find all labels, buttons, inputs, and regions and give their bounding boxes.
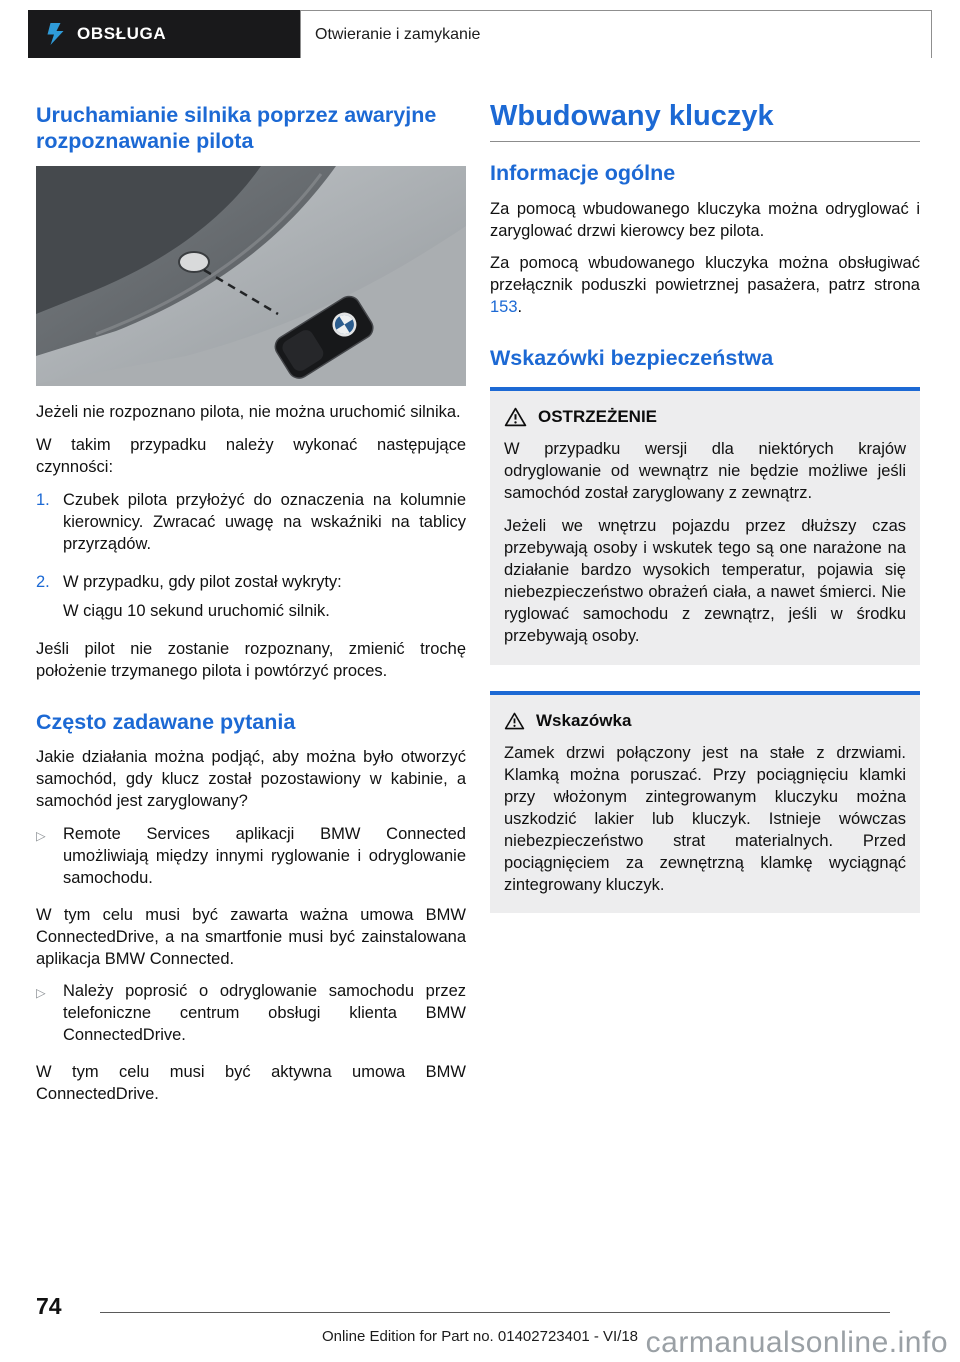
note-para: Zamek drzwi połączony jest na stałe z drzwiami. Klamką można poruszać. Przy pociągnięciu klamki przy włożonym zintegrowanym kluczyku można uszkodzić lakier lub kluczyk. Istnieje wówczas niebezpieczeństwo strat materialnych. Przed pociągnięciem za zewnętrzną klamkę wyciągnąć zintegrowany kluczyk. (504, 743, 906, 894)
warning-title-row (504, 407, 906, 427)
note-box (490, 691, 920, 914)
page-header (0, 0, 960, 58)
note-title-row (504, 711, 906, 731)
list-item (36, 490, 466, 563)
heading-divider (490, 141, 920, 142)
page-footer (0, 1276, 960, 1362)
para-retry: Jeśli pilot nie zostanie rozpoznany, zmienić trochę położenie trzymanego pilota i powtórzyć proces. (36, 639, 466, 680)
page-number: 74 (36, 1293, 62, 1319)
warning-para: Jeżeli we wnętrzu pojazdu przez dłuższy czas przebywają osoby i wskutek tego są one narażone na działanie bardzo wysokich temperatur, pojawia się niebezpieczeństwo obrażeń ciała, a nawet śmierci. Nie ryglować samochodu z zewnątrz, jeśli w środku przebywają osoby. (504, 517, 906, 645)
warning-triangle-icon (504, 407, 527, 427)
heading-safety-notes: Wskazówki bezpieczeństwa (490, 346, 774, 371)
bullet-list (36, 824, 466, 1106)
bullet-text: Remote Services aplikacji BMW Connected umożliwiają między innymi ryglowanie i odryglowanie samochodu. (63, 824, 466, 887)
list-number: 2. (36, 573, 50, 592)
page-link-153[interactable]: 153 (490, 298, 518, 317)
bullet-followup: W tym celu musi być zawarta ważna umowa BMW ConnectedDrive, a na smartfonie musi być zainstalowana aplikacja BMW Connected. (36, 905, 466, 968)
heading-emergency-start: Uruchamianie silnika poprzez awaryjne rozpoznawanie pilota (36, 103, 437, 154)
note-title: Wskazówka (536, 710, 632, 730)
step-text: Czubek pilota przyłożyć do oznaczenia na kolumnie kierownicy. Zwracać uwagę na wskaźniki na tablicy przyrządów. (63, 491, 466, 554)
para-airbag-switch (490, 253, 920, 319)
chapter-header (300, 10, 932, 58)
numbered-list (36, 490, 466, 630)
step-text: W przypadku, gdy pilot został wykryty: (63, 573, 342, 592)
key-detection-photo (36, 166, 466, 386)
chapter-title: Otwieranie i zamykanie (315, 25, 481, 43)
left-column (36, 100, 466, 1117)
bullet-text: Należy poprosić o odryglowanie samochodu przez telefoniczne centrum obsługi klienta BMW ConnectedDrive. (63, 982, 466, 1045)
para-airbag-pre: Za pomocą wbudowanego kluczyka można obsługiwać przełącznik poduszki powietrznej pasażera, patrz strona (490, 254, 920, 295)
watermark: carmanualsonline.info (645, 1326, 948, 1359)
note-icon (504, 712, 525, 730)
section-tab (28, 10, 300, 58)
warning-box (490, 387, 920, 664)
footer-rule (100, 1312, 890, 1313)
list-number: 1. (36, 491, 50, 510)
list-item (36, 572, 466, 630)
heading-faq: Często zadawane pytania (36, 709, 296, 734)
para-unlock: Za pomocą wbudowanego kluczyka można odryglować i zaryglować drzwi kierowcy bez pilota. (490, 199, 920, 240)
heading-integrated-key: Wbudowany kluczyk (490, 100, 774, 132)
section-label: OBSŁUGA (77, 24, 167, 43)
para-procedure-intro: W takim przypadku należy wykonać następujące czynności: (36, 436, 466, 477)
warning-title: OSTRZEŻENIE (538, 407, 658, 427)
right-column (490, 100, 920, 1117)
faq-question: Jakie działania można podjąć, aby można było otworzyć samochód, gdy klucz został pozostawiony w kabinie, a samochód jest zaryglowany? (36, 748, 466, 810)
list-item (36, 981, 466, 1058)
triangle-bullet-icon: ▷ (36, 986, 46, 1001)
triangle-bullet-icon: ▷ (36, 828, 46, 843)
step-text: W ciągu 10 sekund uruchomić silnik. (63, 602, 330, 620)
para-airbag-post: . (517, 298, 523, 317)
bullet-followup: W tym celu musi być aktywna umowa BMW ConnectedDrive. (36, 1063, 466, 1104)
edition-line: Online Edition for Part no. 01402723401 - VI/18 (321, 1328, 639, 1345)
warning-para: W przypadku wersji dla niektórych krajów odryglowanie od wewnątrz nie będzie możliwe jeśli samochód został zaryglowany z zewnątrz. (504, 440, 906, 503)
chapter-glyph-icon (46, 23, 65, 45)
content (0, 58, 960, 1117)
list-item (36, 824, 466, 901)
para-no-detection: Jeżeli nie rozpoznano pilota, nie można uruchomić silnika. (36, 403, 461, 422)
heading-general-info: Informacje ogólne (490, 161, 676, 186)
